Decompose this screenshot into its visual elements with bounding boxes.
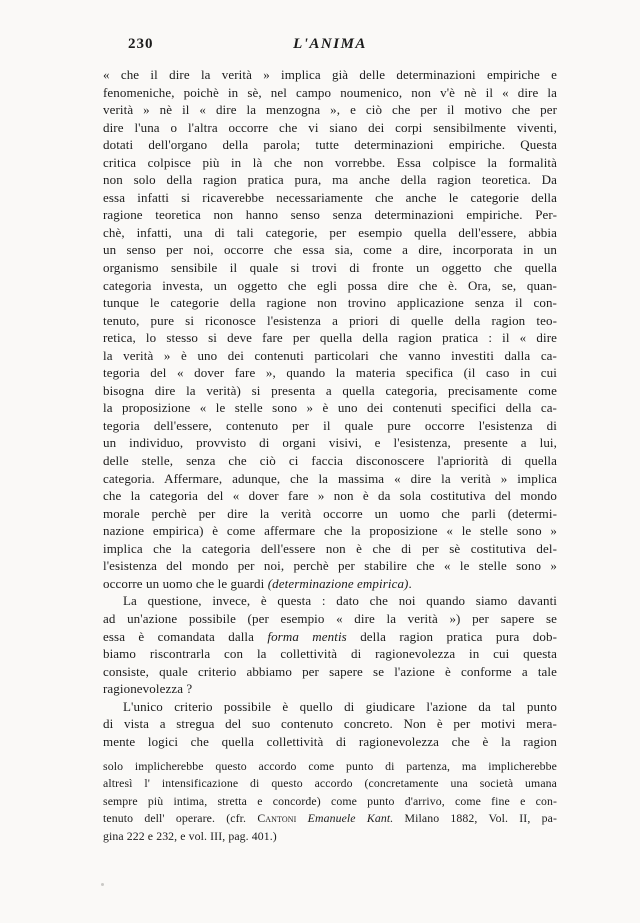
page-number: 230 — [128, 36, 154, 52]
text-line: organismo sensibile il quale si trovi di fronte un oggetto che quella — [103, 260, 557, 276]
text-line: tegoria del « dover fare », quando la materia specifica (il caso in cui — [103, 365, 557, 381]
footnote — [103, 758, 557, 845]
text-line: ad un'azione possibile (per esempio « dire la verità ») per sapere se — [103, 610, 557, 626]
text-line: occorre un uomo che le guardi (determinazione empirica). — [103, 575, 412, 591]
footnote-line: gina 222 e 232, e vol. III, pag. 401.) — [103, 828, 277, 843]
text-line: biamo riscontrarla con la collettività di ragionevolezza in cui questa — [103, 646, 557, 662]
text-line: di vista a stregua del suo contenuto concreto. Non è per motivi mera- — [103, 716, 557, 732]
text-line: bisogna dire la verità) si presenta a quella categoria, precisamente come — [103, 382, 557, 398]
text-line: chè, infatti, una di tali categorie, per esempio quella dell'essere, abbia — [103, 224, 557, 240]
footnote-line: solo implicherebbe questo accordo come punto di partenza, ma implicherebbe — [103, 759, 557, 773]
text-line: delle stelle, senza che ciò ci faccia disconoscere l'apriorità di quella — [103, 453, 557, 469]
text-line: un senso per noi, occorre che essa sia, come a dire, incorporata in un — [103, 242, 557, 258]
text-line: « che il dire la verità » implica già delle determinazioni empiriche e — [103, 67, 557, 82]
body-text — [103, 66, 557, 750]
text-line: morale perchè per dire la verità occorre un uomo che parli (determi- — [103, 505, 557, 521]
text-line: la proposizione « le stelle sono » è uno dei contenuti specifici della ca- — [103, 400, 557, 416]
footnote-line: altresì l' intensificazione di questo accordo (concretamente una società umana — [103, 776, 557, 791]
text-line: ragionevolezza ? — [103, 681, 193, 697]
text-line: categoria. Affermare, adunque, che la massima « dire la verità » implica — [103, 470, 557, 486]
text-line: dire l'una o l'altra occorre che vi siano dei corpi sensibilmente viventi, — [103, 119, 557, 135]
footnote-line: tenuto dell' operare. (cfr. Cantoni Emanuele Kant. Milano 1882, Vol. II, pa- — [103, 811, 557, 826]
text-line: categoria investa, un oggetto che egli possa dire che è. Ora, se, quan- — [103, 277, 557, 293]
text-line: retica, lo stesso si deve fare per quella della ragion pratica : il « dire — [103, 330, 557, 346]
text-line: essa è comandata dalla forma mentis della ragion pratica pura dob- — [103, 628, 557, 644]
text-line: tunque le categorie della ragione non trovino applicazione senza il con- — [103, 295, 557, 311]
scan-speck — [101, 883, 104, 886]
text-line: critica colpisce più in là che non vorrebbe. Essa colpisce la formalità — [103, 154, 557, 170]
text-line: ragione teoretica non hanno senso senza determinazioni empiriche. Per- — [103, 207, 557, 223]
text-line: tegoria dell'essere, contenuto per il quale pure occorre l'esistenza di — [103, 417, 557, 433]
text-line: tenuto, pure si riconosce l'esistenza a priori di quelle della ragion teo- — [103, 312, 557, 328]
text-line: verità » nè il « dire la menzogna », e ciò che per il motivo che per — [103, 102, 557, 118]
text-line: consiste, quale criterio abbiamo per sapere se l'azione è conforme a tale — [103, 663, 557, 679]
page-header — [103, 36, 557, 56]
text-line: la verità » è uno dei contenuti particolari che vanno investiti dalla ca- — [103, 347, 557, 363]
running-title: L'ANIMA — [293, 36, 367, 52]
text-line: L'unico criterio possibile è quello di giudicare l'azione da tal punto — [123, 698, 557, 714]
text-line: La questione, invece, è questa : dato che noi quando siamo davanti — [123, 593, 557, 609]
text-line: nazione empirica) è come affermare che la proposizione « le stelle sono » — [103, 523, 557, 539]
text-line: implica che la categoria dell'essere non è che di per sè costitutiva del- — [103, 540, 557, 556]
text-line: l'esistenza del mondo per noi, perchè per stabilire che « le stelle sono » — [103, 558, 557, 574]
text-line: mente logici che quella collettività di ragionevolezza che è la ragion — [103, 733, 557, 749]
footnote-line: sempre più intima, stretta e concorde) come punto d'arrivo, come fine e con- — [103, 793, 557, 808]
text-line: essa infatti si ricaverebbe necessariamente che anche le categorie della — [103, 189, 557, 205]
text-line: dotati dell'organo della parola; tutte determinazioni empiriche. Questa — [103, 137, 557, 153]
text-line: un individuo, provvisto di organi visivi, e l'esistenza, presente a lui, — [103, 435, 557, 451]
text-line: che la categoria del « dover fare » non è da sola costitutiva del mondo — [103, 488, 557, 504]
text-line: fenomeniche, poichè in sè, nel campo noumenico, non v'è nè il « dire la — [103, 84, 557, 100]
text-line: non solo della ragion pratica pura, ma anche della ragion teoretica. Da — [103, 172, 557, 188]
